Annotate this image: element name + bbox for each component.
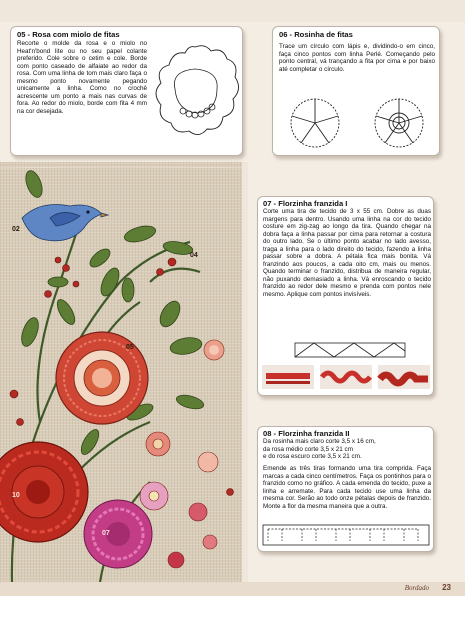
footer-bar	[0, 582, 465, 596]
zigzag-stitch-diagram	[294, 339, 406, 361]
section-08-title: 08 - Florzinha franzida II	[263, 429, 350, 438]
red-rose-appliqué	[56, 332, 148, 424]
photo-label-04: 04	[190, 252, 198, 259]
section-05-title: 05 - Rosa com miolo de fitas	[17, 30, 120, 39]
embroidery-artwork	[0, 162, 248, 590]
page-number: 23	[442, 583, 451, 592]
section-05-box	[10, 26, 243, 156]
photo-label-07: 07	[102, 530, 110, 537]
section-05-body: Recorte o molde da rosa e o miolo no Heat'n'bond lite ou no seu papel colante preferido. Cole sobre o cetim e cole. Borde com ponto caseado de alfaiate ao redor da rosa. Com uma linha de tom mais claro faça o mesmo ponto novamente pegando unicamente a linha. Como no crochê acrescente um ponto a mais nas curvas de fora. Ao redor do miolo, borde com fita 4 mm na cor desejada.	[17, 40, 147, 115]
gathering-stitch-diagram	[262, 521, 430, 549]
section-06-title: 06 - Rosinha de fitas	[279, 30, 353, 39]
photo-label-05: 05	[126, 344, 134, 351]
page-top-strip	[0, 0, 465, 22]
pink-ruffle-flower	[84, 500, 152, 568]
section-08-line-1: Da rosinha mais claro corte 3,5 x 16 cm,	[263, 438, 376, 445]
magazine-brand: Bordado	[404, 584, 429, 592]
section-08-line-2: da rosa médio corte 3,5 x 21 cm	[263, 445, 353, 453]
rose-pattern-illustration	[149, 41, 242, 153]
section-08-box	[257, 426, 434, 552]
section-07-box	[257, 196, 434, 396]
embroidery-photo	[0, 162, 248, 590]
pink-bud	[204, 340, 224, 360]
section-07-title: 07 - Florzinha franzida I	[263, 199, 348, 208]
bird-appliqué	[22, 205, 108, 241]
circle-spokes-diagram	[279, 93, 435, 153]
section-07-body: Corte uma tira de tecido de 3 x 55 cm. Dobre as duas margens para dentro. Usando uma linha na cor do tecido costure em zig-zag ao longo da tira. Quando chegar na dobra faça a linha passar por cima para retornar a costura do outro lado. Se o último ponto acabar no lado avesso, traga a linha para o lado direito do tecido, fazendo a linha passar sobre a dobra. A pétala fica mais bonita. Vá franzindo aos poucos, a cada oito cm, mais ou menos. Quando terminar o franzido, distribua de maneira regular, não puxando demasiado a linha. Vá enroscando o tecido franzido ao redor dele mesmo e prenda com pontos nele mesmo. Aplique com pontos invisíveis.	[263, 208, 431, 298]
section-08-line-3: e do rosa escuro corte 3,5 x 21 cm.	[263, 453, 362, 460]
section-08-body: Emende as três tiras formando uma tira comprida. Faça marcas a cada cinco centímetros. Faça os pontinhos para o franzido como no gráfico. A cada emenda do tecido, puxe a linha e arremate. Para cada tecido use uma linha da mesma cor. Serão ao todo onze pétalas depois de franzido. Monte a flor da mesma maneira que a outra.	[263, 465, 431, 510]
photo-label-10: 10	[12, 492, 20, 499]
section-06-box	[272, 26, 440, 156]
bottom-margin	[0, 596, 465, 640]
section-06-body: Trace um círculo com lápis e, dividindo-o em cinco, faça cinco pontos com linha Perlé. Começando pelo ponto central, vá trançando a fita por cima e por baixo até completar o círculo.	[279, 43, 435, 73]
ruffle-photos	[262, 363, 432, 393]
photo-label-02: 02	[12, 226, 20, 233]
